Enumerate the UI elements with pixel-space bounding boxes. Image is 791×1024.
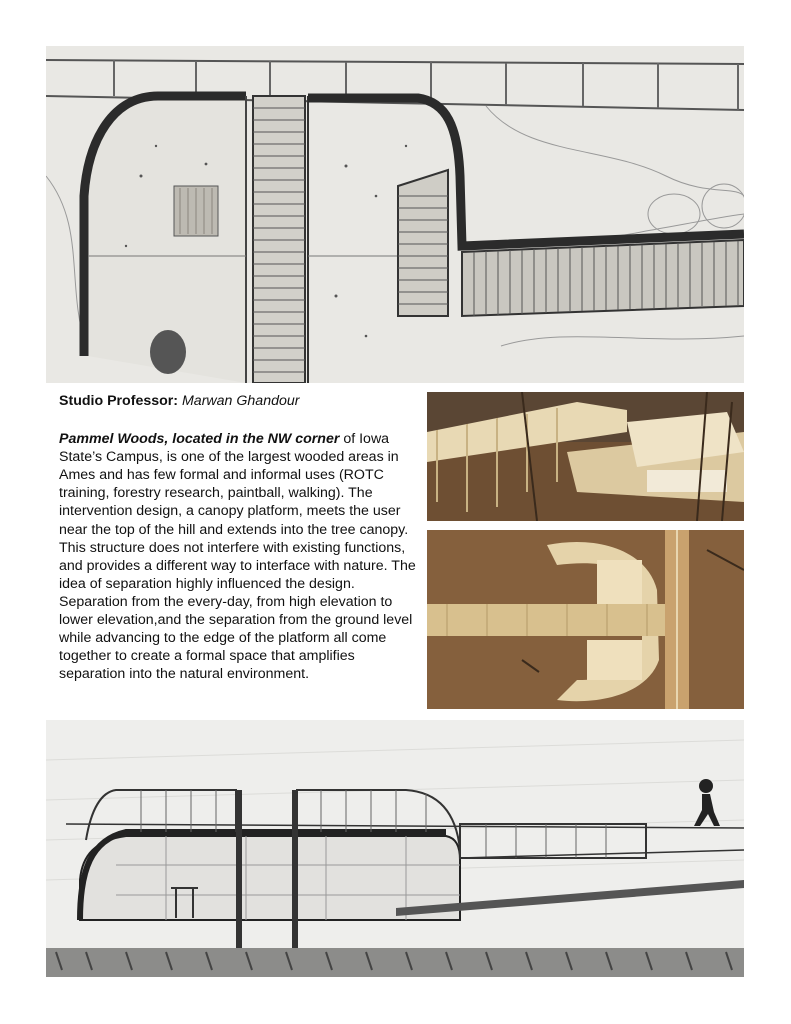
project-description — [59, 392, 419, 683]
description-body: of Iowa State’s Campus, is one of the largest wooded areas in Ames and has few formal and informal uses (ROTC training, forestry research, paintball, walking). The intervention design, a canopy platform, meets the user near the top of the hill and extends into the tree canopy. This structure does not interfere with existing functions, and provides a different way to interface with nature. The idea of separation highly influenced the design. Separation from the every-day, from high elevation to lower elevation,and the separation from the ground level while advancing to the edge of the platform all come together to create a formal space that amplifies separation into the natural environment. — [59, 431, 416, 683]
description-lead: Pammel Woods, located in the NW corner — [59, 431, 340, 448]
studio-credit — [59, 392, 419, 410]
model-photo-top-view — [427, 530, 744, 709]
professor-name: Marwan Ghandour — [181, 393, 300, 409]
credit-label: Studio Professor: — [59, 393, 179, 409]
model-photo-perspective — [427, 392, 744, 521]
description-paragraph — [59, 430, 419, 683]
site-plan-drawing — [46, 46, 744, 383]
section-drawing — [46, 720, 744, 977]
